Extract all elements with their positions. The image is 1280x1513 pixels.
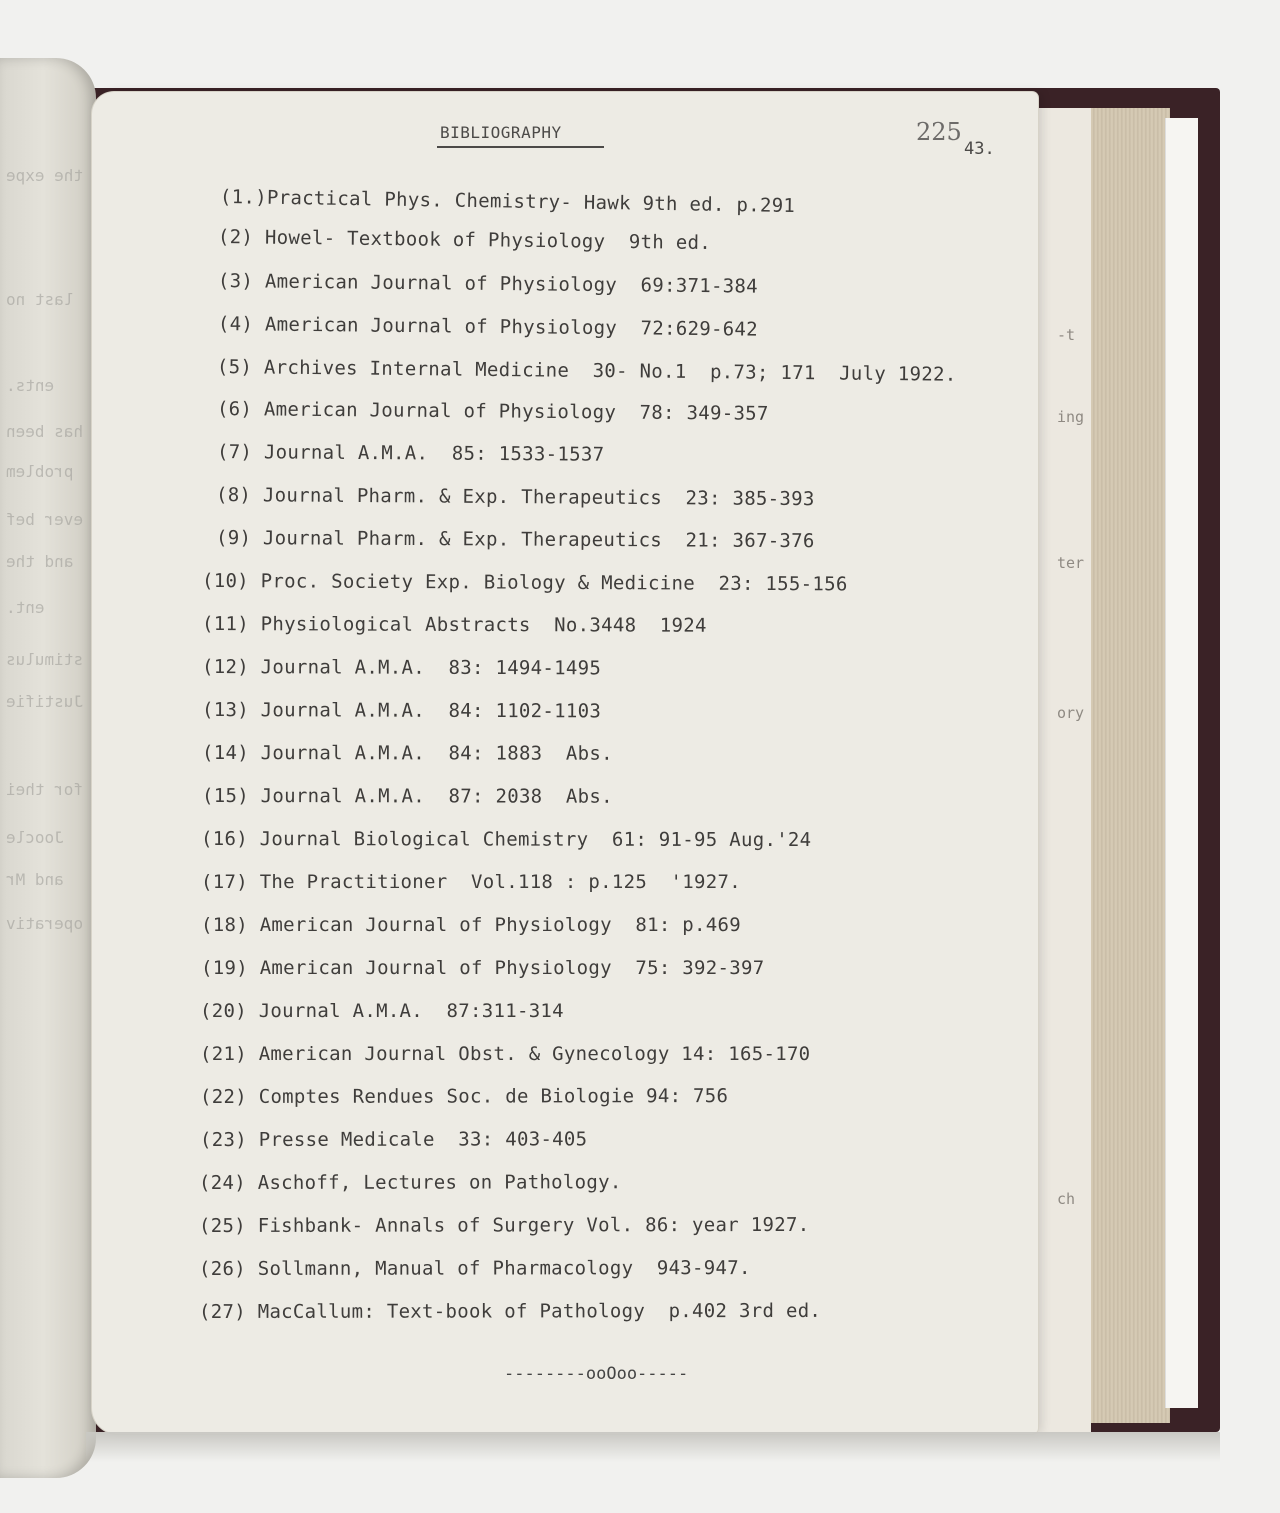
underlying-page-fragment: ory	[1057, 704, 1085, 722]
page-title: BIBLIOGRAPHY	[440, 123, 562, 142]
bibliography-entry: (6) American Journal of Physiology 78: 349-357	[216, 398, 769, 425]
bibliography-entry: (14) Journal A.M.A. 84: 1883 Abs.	[201, 742, 613, 765]
left-page-fragment: the expe	[6, 166, 84, 185]
bibliography-entry: (11) Physiological Abstracts No.3448 1924	[201, 613, 707, 637]
bibliography-entry: (2) Howel- Textbook of Physiology 9th ed.	[217, 226, 712, 255]
bibliography-entry: (3) American Journal of Physiology 69:371-384	[217, 270, 759, 298]
underlying-page-fragment: ch	[1057, 1190, 1076, 1208]
bibliography-entry: (13) Journal A.M.A. 84: 1102-1103	[201, 699, 602, 723]
left-page-fragment: has been	[6, 422, 84, 441]
handwritten-page-number: 225	[916, 118, 962, 146]
left-page-fragment: Joocle	[6, 828, 64, 847]
left-page-fragment: stimulus	[6, 650, 84, 669]
underlying-page-fragment: ter	[1057, 554, 1085, 572]
bibliography-entry: (10) Proc. Society Exp. Biology & Medicine 23: 155-156	[201, 570, 848, 596]
loose-sheet	[1165, 118, 1198, 1408]
left-page-fragment: ever bef	[6, 510, 84, 529]
bibliography-entry: (21) American Journal Obst. & Gynecology 14: 165-170	[200, 1043, 811, 1065]
bibliography-entry: (19) American Journal of Physiology 75: 392-397	[201, 957, 765, 979]
title-underline	[437, 146, 604, 148]
bibliography-entry: (1.)Practical Phys. Chemistry- Hawk 9th ed. p.291	[219, 186, 796, 218]
bibliography-entry: (15) Journal A.M.A. 87: 2038 Abs.	[201, 785, 613, 808]
bibliography-entry: (25) Fishbank- Annals of Surgery Vol. 86: year 1927.	[198, 1213, 810, 1237]
bibliography-entry: (7) Journal A.M.A. 85: 1533-1537	[216, 441, 605, 466]
closing-ornament: --------ooOoo-----	[504, 1364, 689, 1384]
bibliography-entry: (27) MacCallum: Text-book of Pathology p.402 3rd ed.	[198, 1299, 822, 1323]
underlying-page-fragment: -t	[1057, 326, 1076, 344]
bibliography-entry: (24) Aschoff, Lectures on Pathology.	[198, 1171, 622, 1194]
bibliography-entry: (9) Journal Pharm. & Exp. Therapeutics 21: 367-376	[215, 527, 815, 553]
bibliography-entry: (23) Presse Medicale 33: 403-405	[199, 1128, 588, 1151]
bibliography-entry: (16) Journal Biological Chemistry 61: 91-95 Aug.'24	[200, 828, 812, 852]
left-page-fragment: last no	[6, 290, 74, 309]
left-page-fragment: problem	[6, 462, 74, 481]
bibliography-entry: (8) Journal Pharm. & Exp. Therapeutics 23: 385-393	[215, 484, 815, 511]
bibliography-entry: (12) Journal A.M.A. 83: 1494-1495	[201, 656, 602, 680]
left-page-fragment: ent.	[6, 598, 45, 617]
left-page-fragment: for thei	[6, 780, 84, 799]
bibliography-entry: (22) Comptes Rendues Soc. de Biologie 94: 756	[199, 1085, 729, 1108]
bibliography-entry: (18) American Journal of Physiology 81: p.469	[201, 914, 741, 936]
bibliography-entry: (20) Journal A.M.A. 87:311-314	[200, 1000, 564, 1022]
bibliography-entry: (5) Archives Internal Medicine 30- No.1 p.73; 171 July 1922.	[216, 356, 957, 386]
left-page-fragment: operativ	[6, 914, 84, 933]
left-page-fragment: and Mr	[6, 870, 64, 889]
bibliography-entry: (4) American Journal of Physiology 72:629-642	[217, 313, 759, 341]
bibliography-entry: (17) The Practitioner Vol.118 : p.125 '1927.	[201, 871, 741, 893]
underlying-page-fragment: ing	[1057, 408, 1085, 426]
underlying-page	[1030, 108, 1091, 1433]
bibliography-entry: (26) Sollmann, Manual of Pharmacology 943-947.	[198, 1257, 751, 1280]
left-page-fragment: and the	[6, 552, 74, 571]
left-page-fragment: Justifie	[6, 692, 84, 711]
book-shadow	[86, 1432, 1220, 1462]
left-page	[0, 58, 96, 1478]
typed-page-number: 43.	[964, 139, 995, 159]
left-page-fragment: ents.	[6, 376, 55, 395]
